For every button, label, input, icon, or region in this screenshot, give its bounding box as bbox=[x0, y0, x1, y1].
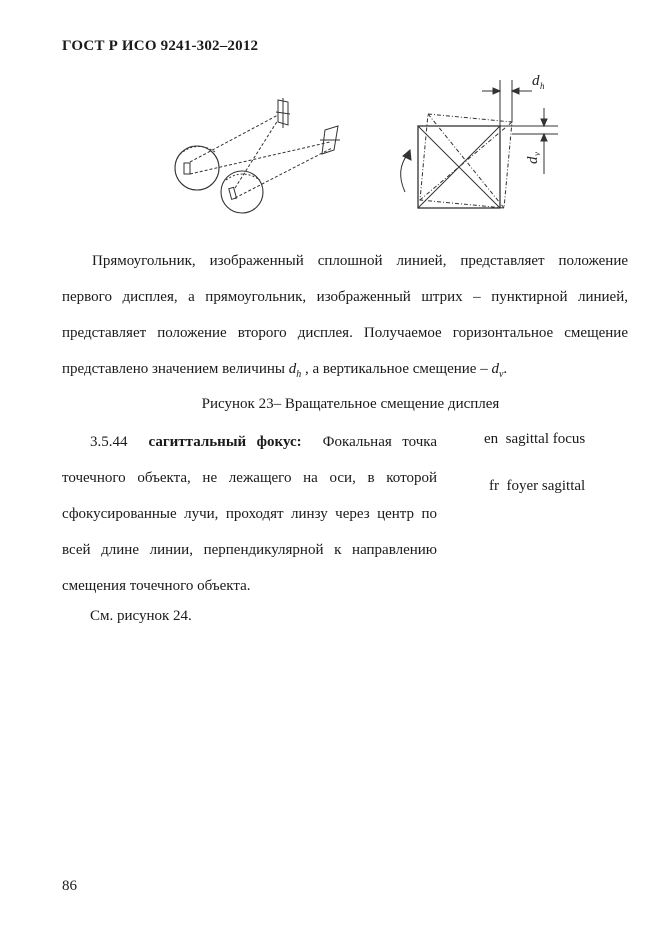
en-term: sagittal focus bbox=[505, 431, 586, 447]
term-line-1: 3.5.44 сагиттальный фокус: Фокальная точка bbox=[90, 434, 437, 450]
en-lang: en bbox=[484, 431, 499, 447]
ray-4 bbox=[235, 148, 332, 198]
term-name: сагиттальный фокус: bbox=[148, 434, 302, 450]
document-header: ГОСТ Р ИСО 9241-302–2012 bbox=[62, 38, 259, 54]
rotation-arrow bbox=[401, 154, 408, 192]
label-dv-sub: v bbox=[532, 152, 542, 156]
term-line-4: всей длине линии, перпендикулярной к направлению bbox=[62, 542, 437, 558]
label-dh-sub: h bbox=[540, 81, 545, 91]
term-line-3: сфокусированные лучи, проходят линзу через центр по bbox=[62, 506, 437, 522]
ray-1 bbox=[190, 115, 278, 162]
fr-lang: fr bbox=[489, 478, 499, 494]
label-dh: d bbox=[532, 73, 540, 89]
term-line-2: точечного объекта, не лежащего на оси, в которой bbox=[62, 470, 437, 486]
small-rect-1 bbox=[184, 163, 190, 174]
term-line-5: смещения точечного объекта. bbox=[62, 578, 251, 594]
fr-term: foyer sagittal bbox=[506, 478, 586, 494]
para-line-3: представляет положение второго дисплея. Получаемое горизонтальное смещение bbox=[62, 325, 628, 341]
term-definition bbox=[62, 424, 437, 604]
para-line-2: первого дисплея, а прямоугольник, изображенный штрих – пунктирной линией, bbox=[62, 289, 628, 305]
rotational-displacement-figure bbox=[160, 70, 580, 220]
figure-caption: Рисунок 23– Вращательное смещение дисплея bbox=[201, 396, 500, 412]
see-also: См. рисунок 24. bbox=[90, 608, 192, 624]
equivalent-fr bbox=[489, 478, 585, 495]
label-dv: d bbox=[525, 156, 541, 164]
figure-description bbox=[62, 243, 628, 387]
page-number: 86 bbox=[62, 878, 77, 894]
term-number: 3.5.44 bbox=[90, 434, 128, 450]
para-line-1: Прямоугольник, изображенный сплошной линией, представляет положение bbox=[92, 253, 628, 269]
para-line-4: представлено значением величины $d_h$ , а вертикальное смещение – $d_v$. bbox=[62, 361, 508, 380]
equivalent-en bbox=[484, 431, 585, 448]
ray-2 bbox=[190, 142, 330, 174]
